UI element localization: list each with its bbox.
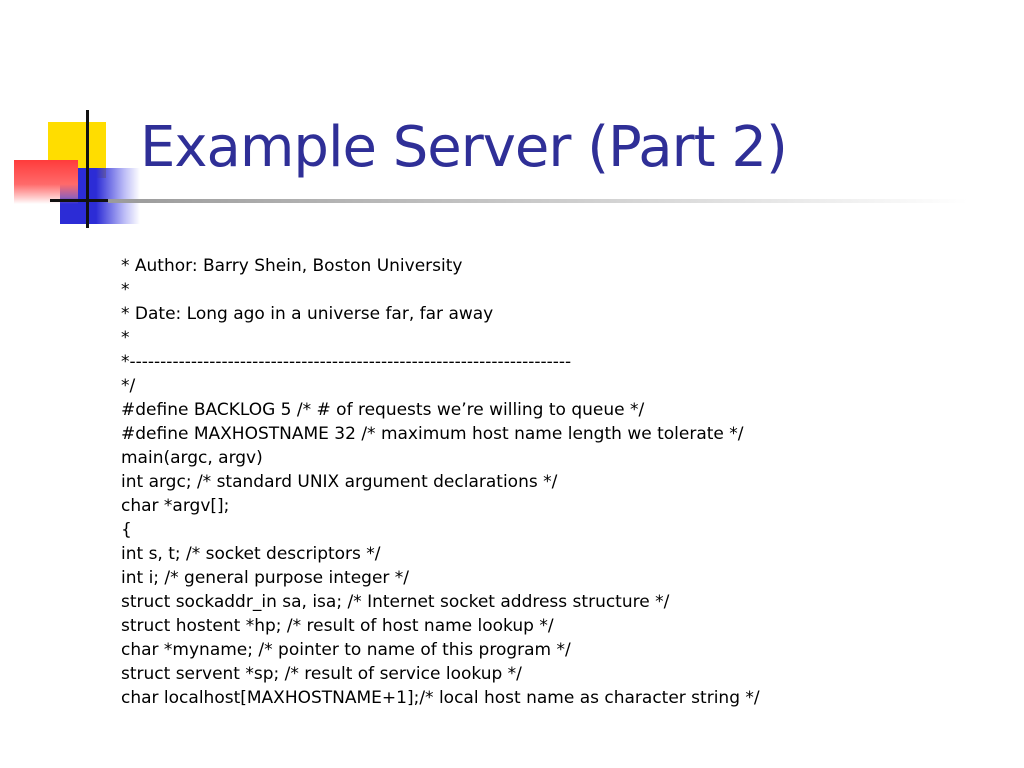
code-line: int argc; /* standard UNIX argument declarations */ — [121, 472, 558, 492]
logo-vertical-line — [86, 110, 89, 228]
code-line: #define MAXHOSTNAME 32 /* maximum host name length we tolerate */ — [121, 424, 744, 444]
code-line: struct servent *sp; /* result of service lookup */ — [121, 664, 522, 684]
code-line: *------------------------------------------------------------------------ — [121, 352, 572, 372]
code-line: * Date: Long ago in a universe far, far away — [121, 304, 494, 324]
title-underline — [108, 199, 968, 203]
logo-red-square — [14, 160, 78, 204]
code-line: * Author: Barry Shein, Boston University — [121, 256, 463, 276]
code-line: * — [121, 328, 130, 348]
code-line: char *myname; /* pointer to name of this program */ — [121, 640, 571, 660]
slide-title: Example Server (Part 2) — [140, 115, 787, 180]
code-line: char *argv[]; — [121, 496, 230, 516]
code-line: { — [121, 520, 132, 540]
code-line: int s, t; /* socket descriptors */ — [121, 544, 381, 564]
code-line: #define BACKLOG 5 /* # of requests we’re willing to queue */ — [121, 400, 645, 420]
code-line: char localhost[MAXHOSTNAME+1];/* local host name as character string */ — [121, 688, 760, 708]
code-line: struct hostent *hp; /* result of host name lookup */ — [121, 616, 554, 636]
code-line: */ — [121, 376, 136, 396]
code-line: main(argc, argv) — [121, 448, 263, 468]
code-line: * — [121, 280, 130, 300]
code-listing — [121, 254, 760, 710]
slide-logo-icon — [0, 0, 160, 240]
code-line: int i; /* general purpose integer */ — [121, 568, 410, 588]
code-line: struct sockaddr_in sa, isa; /* Internet socket address structure */ — [121, 592, 670, 612]
